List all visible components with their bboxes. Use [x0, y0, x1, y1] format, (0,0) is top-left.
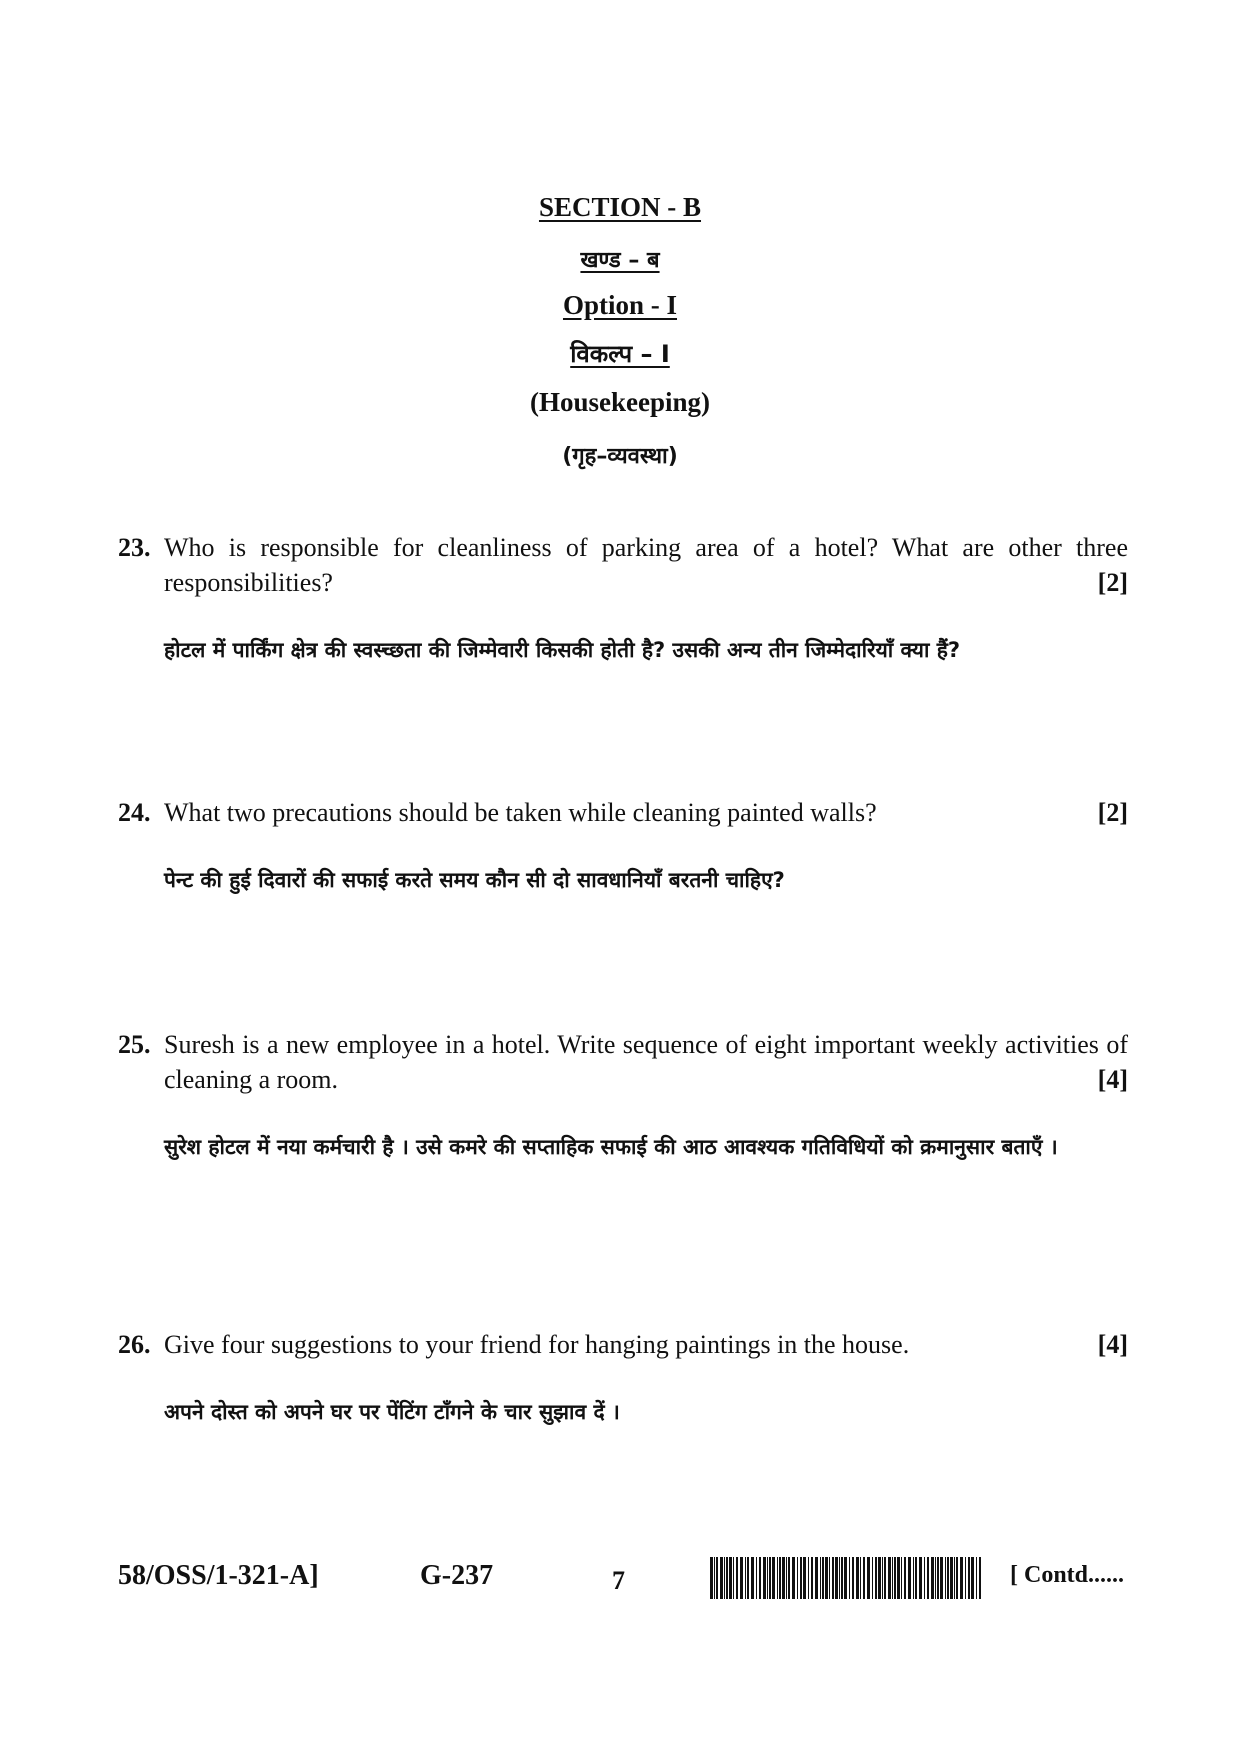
- question-23: [118, 530, 1128, 670]
- section-heading: SECTION - B: [538, 192, 702, 222]
- question-number: 25.: [118, 1030, 151, 1059]
- question-text-english: [118, 1027, 1128, 1097]
- subject-heading-hindi: (गृह–व्यवस्था): [562, 444, 678, 469]
- question-marks: [2]: [1097, 568, 1128, 597]
- option-heading-hindi: विकल्प – I: [570, 340, 670, 368]
- question-text-english: [118, 795, 1128, 830]
- question-25: [118, 1027, 1128, 1167]
- question-number: 26.: [118, 1330, 151, 1359]
- question-number: 23.: [118, 533, 151, 562]
- question-26: [118, 1327, 1128, 1432]
- question-marks: [4]: [1097, 1065, 1128, 1094]
- question-body: Who is responsible for cleanliness of parking area of a hotel? What are other three responsibilities?: [164, 533, 1128, 597]
- question-number: 24.: [118, 798, 151, 827]
- question-text-english: [118, 1327, 1128, 1362]
- option-heading: Option - I: [562, 290, 678, 320]
- question-24: [118, 795, 1128, 900]
- question-body: Give four suggestions to your friend for hanging paintings in the house.: [164, 1330, 910, 1359]
- set-code: G-237: [420, 1560, 494, 1591]
- question-body: What two precautions should be taken while cleaning painted walls?: [164, 798, 877, 827]
- subject-heading: (Housekeeping): [529, 387, 710, 417]
- question-text-hindi: पेन्ट की हुई दिवारों की सफाई करते समय कौन सी दो सावधानियाँ बरतनी चाहिए?: [164, 868, 785, 892]
- page-number: 7: [612, 1566, 625, 1595]
- question-marks: [2]: [1097, 798, 1128, 827]
- question-marks: [4]: [1097, 1330, 1128, 1359]
- paper-code: 58/OSS/1-321-A]: [118, 1560, 319, 1591]
- continued-label: [ Contd......: [1010, 1562, 1125, 1588]
- question-body: Suresh is a new employee in a hotel. Write sequence of eight important weekly activities of cleaning a room.: [164, 1030, 1128, 1094]
- section-heading-hindi: खण्ड – ब: [580, 248, 660, 273]
- barcode-image: [710, 1557, 982, 1599]
- question-text-hindi: होटल में पार्किंग क्षेत्र की स्वस्च्छता की जिम्मेवारी किसकी होती है? उसकी अन्य तीन जिम्मेदारियाँ क्या हैं?: [164, 638, 961, 662]
- question-text-hindi: सुरेश होटल में नया कर्मचारी है । उसे कमरे की सप्ताहिक सफाई की आठ आवश्यक गतिविधियों को क्रमानुसार बताएँ ।: [164, 1135, 1058, 1159]
- question-text-english: [118, 530, 1128, 600]
- question-text-hindi: अपने दोस्त को अपने घर पर पेंटिंग टाँगने के चार सुझाव दें ।: [164, 1400, 620, 1424]
